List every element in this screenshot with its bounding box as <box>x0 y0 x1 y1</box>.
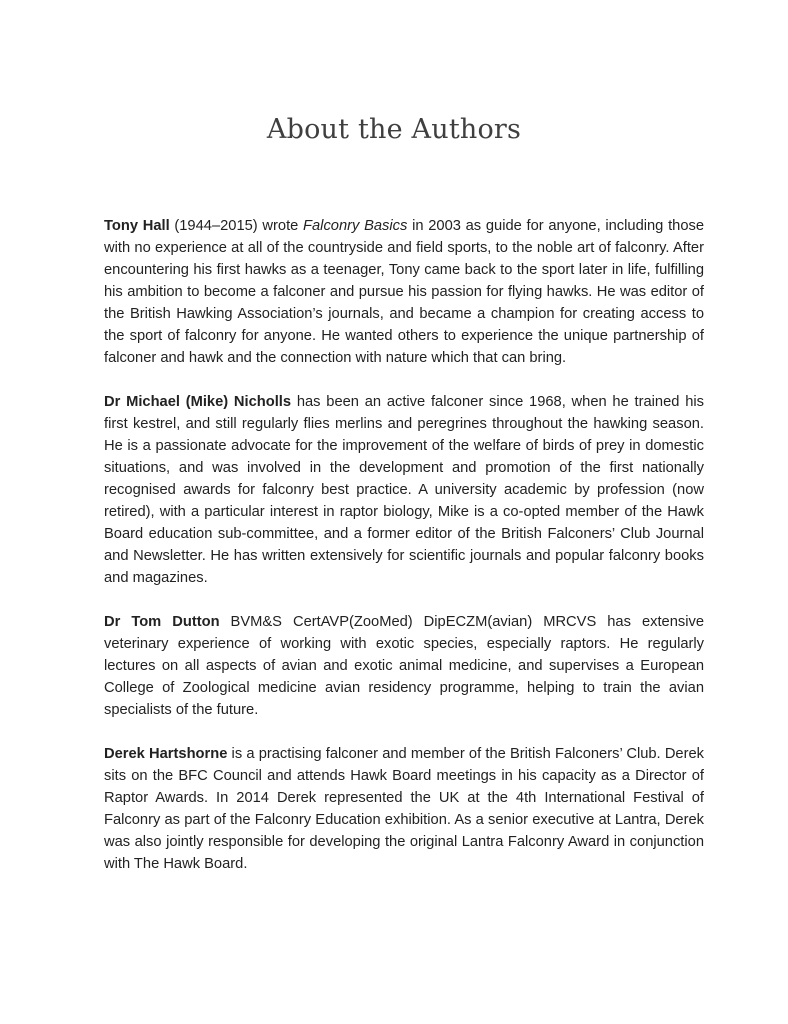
author-bio-mike-nicholls <box>104 391 704 589</box>
book-title: Falconry Basics <box>303 218 408 234</box>
author-bio-tom-dutton <box>104 611 704 721</box>
author-bio-derek-hartshorne <box>104 743 704 875</box>
author-bio-text: is a practising falconer and member of the British Falconers’ Club. Derek sits on the BFC Council and attends Hawk Board meetings in his capacity as a Director of Raptor Awards. In 2014 Derek represented the UK at the 4th International Festival of Falconry as part of the Falconry Education exhibition. As a senior executive at Lantra, Derek was also jointly responsible for developing the original Lantra Falconry Award in conjunction with The Hawk Board. <box>104 746 705 872</box>
page-title: About the Authors <box>266 114 522 145</box>
author-bio-text: in 2003 as guide for anyone, including those with no experience at all of the countryside and field sports, to the noble art of falconry. After encountering his first hawks as a teenager, Tony came back to the sport later in life, fulfilling his ambition to become a falconer and pursue his passion for flying hawks. He was editor of the British Hawking Association’s journals, and became a champion for creating access to the sport of falconry for anyone. He wanted others to experience the unique partnership of falconer and hawk and the connection with nature which that can bring. <box>104 218 704 366</box>
authors-section <box>104 215 704 897</box>
author-bio-text: BVM&S CertAVP(ZooMed) DipECZM(avian) MRCVS has extensive veterinary experience of working with exotic species, especially raptors. He regularly lectures on all aspects of avian and exotic animal medicine, and supervises a European College of Zoological medicine avian residency programme, helping to train the avian specialists of the future. <box>104 614 704 718</box>
author-name: Dr Tom Dutton <box>104 614 220 630</box>
author-bio-text: (1944–2015) wrote <box>169 218 304 234</box>
author-bio-text: has been an active falconer since 1968, when he trained his first kestrel, and still regularly flies merlins and peregrines throughout the hawking season. He is a passionate advocate for the improvement of the welfare of birds of prey in domestic situations, and was involved in the development and promotion of the first nationally recognised awards for falconry best practice. A university academic by profession (now retired), with a particular interest in raptor biology, Mike is a co-opted member of the Hawk Board education sub-committee, and a former editor of the British Falconers’ Club Journal and Newsletter. He has written extensively for scientific journals and popular falconry books and magazines. <box>104 394 704 586</box>
author-name: Dr Michael (Mike) Nicholls <box>104 394 292 410</box>
author-bio-tony-hall <box>104 215 704 369</box>
author-name: Derek Hartshorne <box>104 746 228 762</box>
author-name: Tony Hall <box>104 218 170 234</box>
